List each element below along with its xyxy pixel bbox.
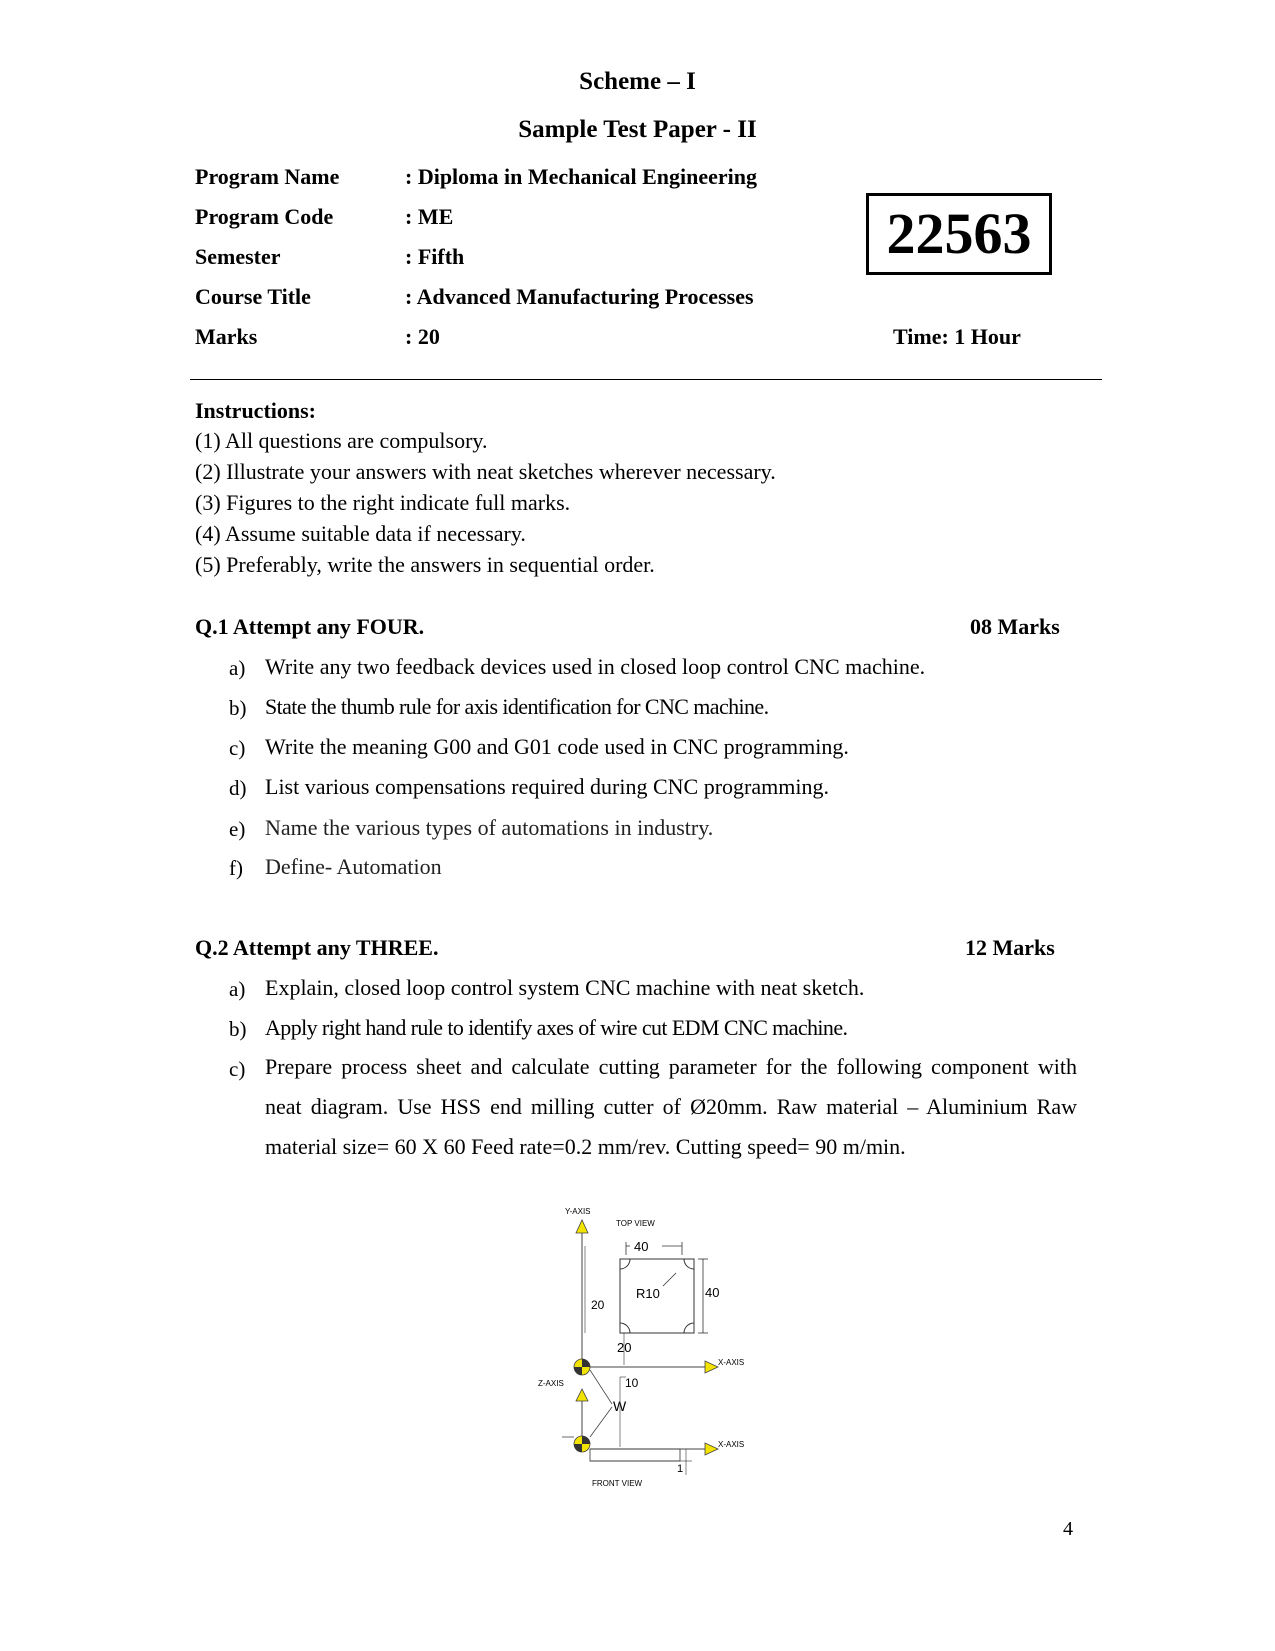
dim-bottom: 20: [617, 1340, 632, 1355]
q2-item-text: Prepare process sheet and calculate cutting parameter for the following component with neat diagram. Use HSS end milling cutter of Ø20mm. Raw material – Aluminium Raw material size= 60 X 60 Feed rate=0.2 mm/rev. Cutting speed= 90 m/min.: [265, 1054, 1077, 1159]
x-axis-front-arrow-icon: [705, 1443, 718, 1455]
paper-title: Sample Test Paper - II: [518, 116, 757, 143]
corner-radius: [620, 1259, 630, 1269]
q2-title: Q.2 Attempt any THREE.: [195, 935, 439, 960]
header-divider: [190, 379, 1102, 380]
dim-thickness: 1: [677, 1463, 684, 1475]
x-axis-top-label: X-AXIS: [718, 1358, 745, 1367]
meta-label-semester: Semester: [195, 244, 281, 269]
corner-radius: [684, 1323, 694, 1333]
q1-item-label: a): [229, 656, 246, 680]
dim-left: 20: [591, 1298, 605, 1312]
radius-label: R10: [636, 1286, 660, 1301]
x-axis-front-label: X-AXIS: [718, 1440, 745, 1449]
work-zero-label: W: [613, 1398, 627, 1414]
meta-label-program-code: Program Code: [195, 204, 334, 229]
front-view-stock: [590, 1449, 680, 1461]
q1-item-label: b): [229, 696, 247, 720]
q1-item-label: d): [229, 776, 247, 800]
q1-item-label: c): [229, 736, 246, 760]
meta-label-program-name: Program Name: [195, 164, 340, 189]
time-label: Time: 1 Hour: [893, 324, 1021, 349]
y-axis-arrow-icon: [576, 1220, 588, 1233]
dim-top: 40: [634, 1239, 649, 1254]
meta-value-program-name: : Diploma in Mechanical Engineering: [405, 164, 757, 189]
q1-item-label: e): [229, 817, 246, 841]
meta-value-course-title: : Advanced Manufacturing Processes: [405, 284, 754, 309]
q1-marks: 08 Marks: [970, 614, 1060, 639]
corner-radius: [684, 1259, 694, 1269]
scheme-title: Scheme – I: [579, 68, 696, 95]
corner-radius: [620, 1323, 630, 1333]
q2-item-label: a): [229, 977, 246, 1001]
q1-item-text: Write any two feedback devices used in closed loop control CNC machine.: [265, 654, 926, 679]
x-axis-arrow-icon: [705, 1361, 718, 1373]
q2-item-label: b): [229, 1017, 247, 1041]
q1-item-text: Name the various types of automations in industry.: [265, 815, 714, 840]
meta-label-marks: Marks: [195, 324, 258, 349]
dim-depth: 10: [625, 1376, 639, 1390]
q1-item-text: Define- Automation: [265, 854, 442, 879]
z-axis-arrow-icon: [576, 1389, 588, 1401]
instruction-item: (3) Figures to the right indicate full marks.: [195, 490, 571, 515]
q2-marks: 12 Marks: [965, 935, 1055, 960]
component-drawing: [538, 1205, 800, 1505]
q1-title: Q.1 Attempt any FOUR.: [195, 614, 425, 639]
q2-item-text: Explain, closed loop control system CNC machine with neat sketch.: [265, 975, 865, 1000]
page-number: 4: [1063, 1518, 1073, 1540]
instructions-title: Instructions:: [195, 398, 317, 423]
q2-item-label: c): [229, 1057, 246, 1081]
meta-label-course-title: Course Title: [195, 284, 311, 309]
course-code-box: 22563: [866, 193, 1052, 275]
q2-item-text: Apply right hand rule to identify axes of wire cut EDM CNC machine.: [265, 1015, 848, 1040]
instruction-item: (5) Preferably, write the answers in sequential order.: [195, 552, 655, 577]
y-axis-label: Y-AXIS: [565, 1207, 591, 1216]
q1-item-label: f): [229, 856, 243, 880]
instruction-item: (2) Illustrate your answers with neat sketches wherever necessary.: [195, 459, 776, 484]
dim-right: 40: [705, 1285, 720, 1300]
instruction-item: (4) Assume suitable data if necessary.: [195, 521, 526, 546]
instruction-item: (1) All questions are compulsory.: [195, 428, 488, 453]
q1-item-text: List various compensations required during CNC programming.: [265, 774, 829, 799]
meta-value-program-code: : ME: [405, 204, 454, 229]
z-axis-label: Z-AXIS: [538, 1379, 564, 1388]
q1-item-text: State the thumb rule for axis identification for CNC machine.: [265, 694, 769, 719]
top-view-label: TOP VIEW: [616, 1219, 655, 1228]
front-view-label: FRONT VIEW: [592, 1479, 643, 1488]
meta-value-marks: : 20: [405, 324, 440, 349]
meta-value-semester: : Fifth: [405, 244, 465, 269]
q1-item-text: Write the meaning G00 and G01 code used in CNC programming.: [265, 734, 849, 759]
